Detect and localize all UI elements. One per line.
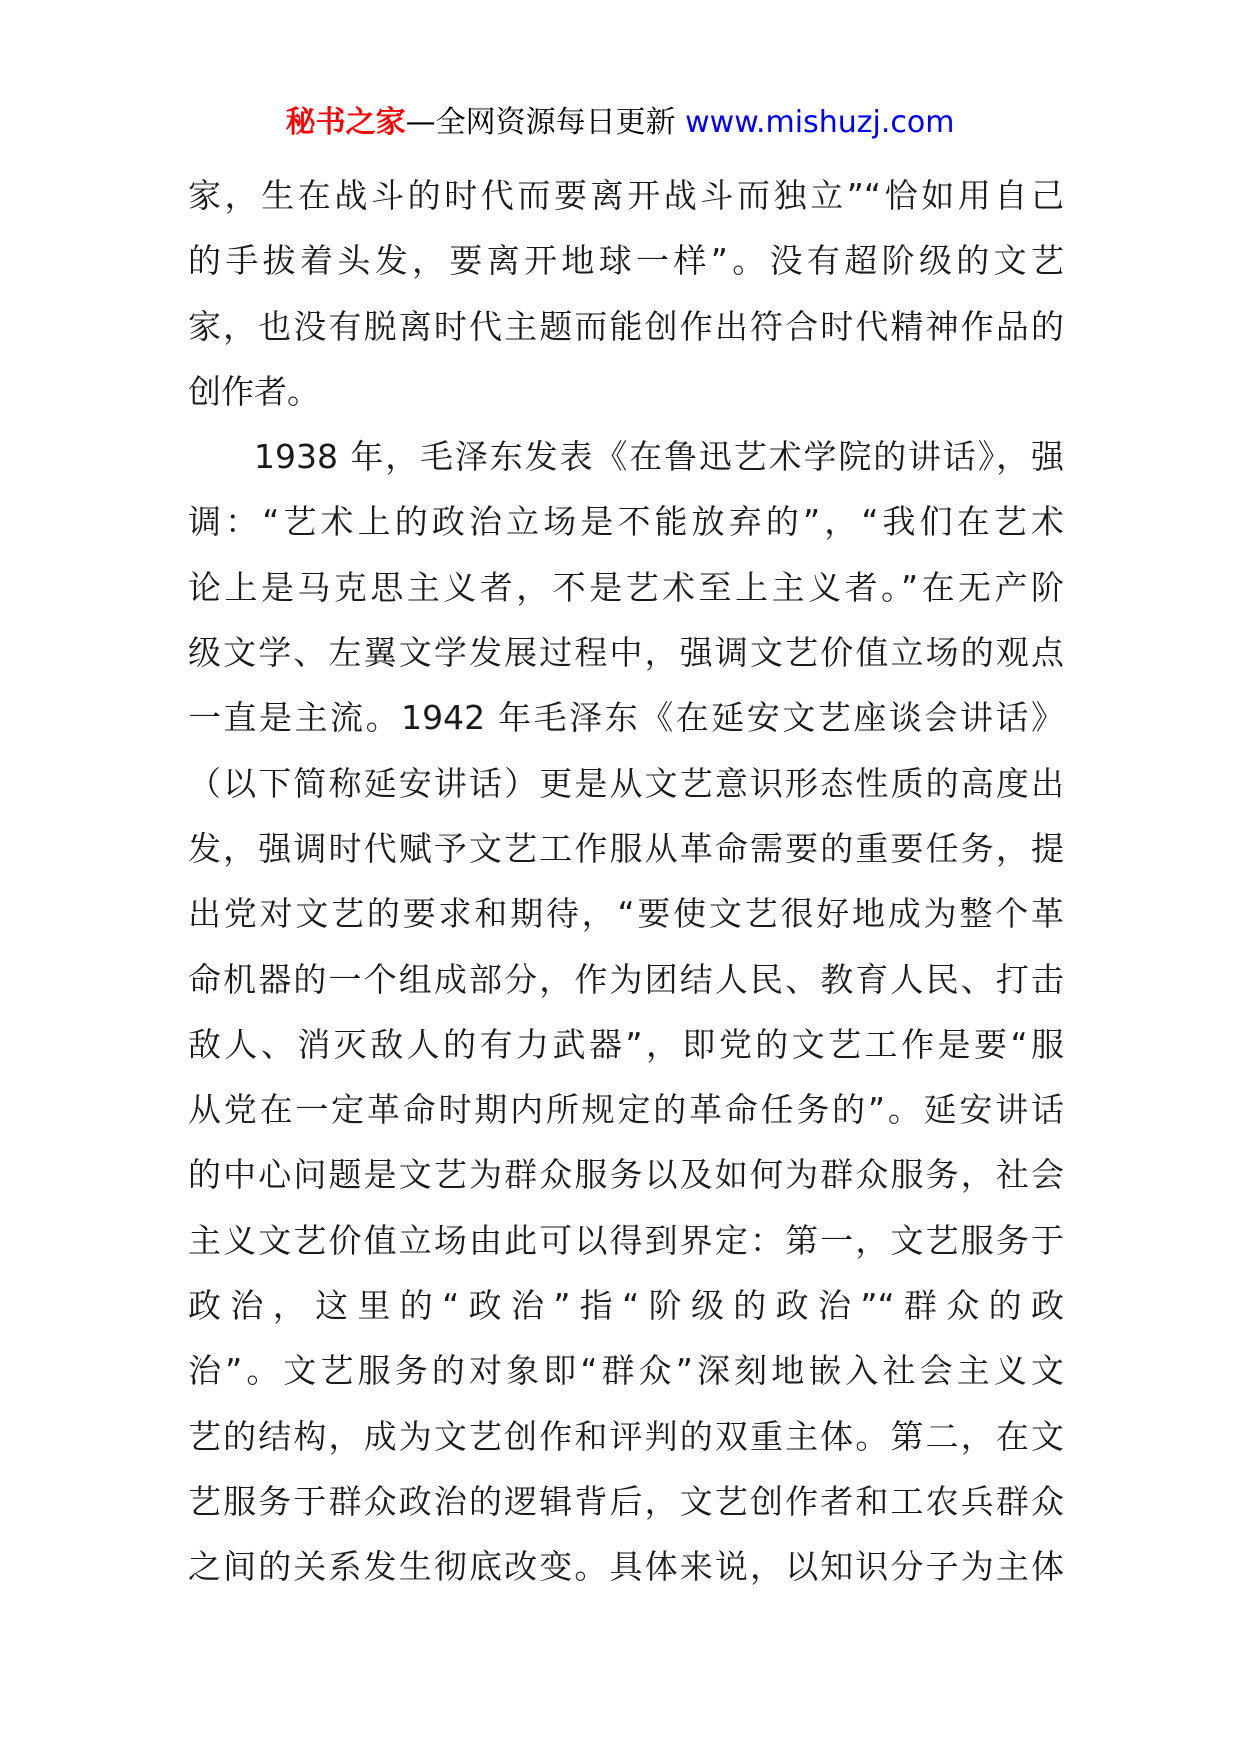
page-header bbox=[0, 103, 1240, 143]
text-line: （以下简称延安讲话）更是从文艺意识形态性质的高度出 bbox=[188, 763, 1064, 803]
text-line: 艺的结构，成为文艺创作和评判的双重主体。第二，在文 bbox=[188, 1416, 1064, 1456]
text-line: 的中心问题是文艺为群众服务以及如何为群众服务，社会 bbox=[188, 1155, 1064, 1195]
text-line: 的手拔着头发，要离开地球一样”。没有超阶级的文艺 bbox=[188, 241, 1064, 281]
header-slogan: —全网资源每日更新 bbox=[405, 105, 676, 140]
text-line: 级文学、左翼文学发展过程中，强调文艺价值立场的观点 bbox=[188, 633, 1064, 673]
text-line: 政治，这里的“政治”指“阶级的政治”“群众的政 bbox=[188, 1286, 1064, 1326]
text-line: 命机器的一个组成部分，作为团结人民、教育人民、打击 bbox=[188, 959, 1064, 999]
text-line: 论上是马克思主义者，不是艺术至上主义者。”在无产阶 bbox=[188, 567, 1064, 607]
text-line: 创作者。 bbox=[188, 371, 320, 411]
text-line: 家，也没有脱离时代主题而能创作出符合时代精神作品的 bbox=[188, 306, 1064, 346]
text-line: 发，强调时代赋予文艺工作服从革命需要的重要任务，提 bbox=[188, 828, 1064, 868]
text-line: 出党对文艺的要求和期待，“要使文艺很好地成为整个革 bbox=[188, 894, 1064, 934]
header-brand: 秘书之家 bbox=[285, 105, 406, 140]
header-url[interactable]: www.mishuzj.com bbox=[685, 105, 955, 140]
text-line: 1938 年，毛泽东发表《在鲁迅艺术学院的讲话》，强 bbox=[254, 437, 1064, 477]
text-line: 家，生在战斗的时代而要离开战斗而独立”“恰如用自己 bbox=[188, 176, 1064, 215]
text-line: 之间的关系发生彻底改变。具体来说，以知识分子为主体 bbox=[188, 1547, 1064, 1587]
text-line: 治”。文艺服务的对象即“群众”深刻地嵌入社会主义文 bbox=[188, 1351, 1064, 1391]
text-line: 调：“艺术上的政治立场是不能放弃的”，“我们在艺术 bbox=[188, 502, 1064, 542]
text-line: 艺服务于群众政治的逻辑背后，文艺创作者和工农兵群众 bbox=[188, 1481, 1064, 1521]
text-line: 主义文艺价值立场由此可以得到界定：第一，文艺服务于 bbox=[188, 1220, 1064, 1260]
text-line: 一直是主流。1942 年毛泽东《在延安文艺座谈会讲话》 bbox=[188, 698, 1064, 738]
document-body bbox=[188, 163, 1064, 1600]
text-line: 敌人、消灭敌人的有力武器”，即党的文艺工作是要“服 bbox=[188, 1024, 1064, 1064]
text-line: 从党在一定革命时期内所规定的革命任务的”。延安讲话 bbox=[188, 1090, 1064, 1130]
